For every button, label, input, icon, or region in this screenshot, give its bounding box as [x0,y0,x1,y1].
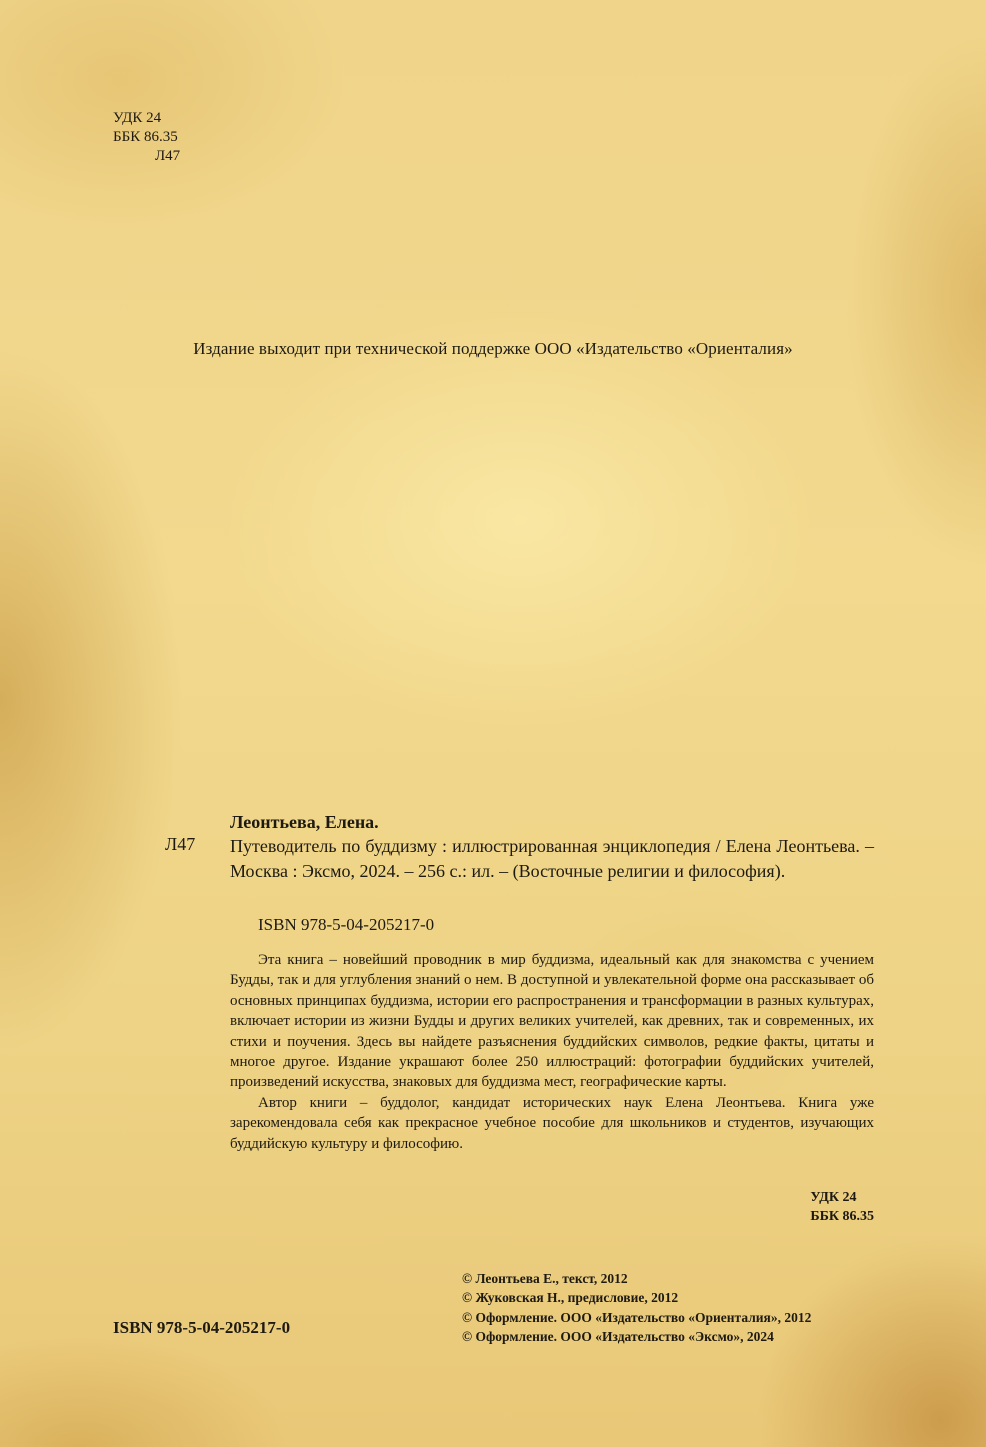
bibliographic-description: Путеводитель по буддизму : иллюстрированная энциклопедия / Елена Леонтьева. – Москва : Эксмо, 2024. – 256 с.: ил. – (Восточные религии и философия). [230,836,874,881]
copyright-line: © Оформление. ООО «Издательство «Эксмо», 2024 [462,1329,774,1345]
bibliographic-author-mark: Л47 [165,834,196,854]
annotation-paragraph: Эта книга – новейший проводник в мир буддизма, идеальный как для знакомства с учением Будды, так и для углубления знаний о нем. В доступной и увлекательной форме она рассказывает об основных принципах буддизма, истории его распространения и трансформации в разных культурах, включает истории из жизни Будды и других великих учителей, как древних, так и современных, их стихи и поучения. Здесь вы найдете разъяснения буддийских символов, редкие факты, цитаты и многое другое. Издание украшают более 250 иллюстраций: фотографии буддийских учителей, произведений искусства, знаковых для буддизма мест, географические карты. [230,952,874,1091]
copyright-line: © Леонтьева Е., текст, 2012 [462,1271,628,1286]
copyright-line: © Жуковская Н., предисловие, 2012 [462,1290,679,1306]
classification-codes-top [113,109,180,166]
bibliographic-author: Леонтьева, Елена. [230,812,379,832]
annotation-paragraph: Автор книги – буддолог, кандидат исторических наук Елена Леонтьева. Книга уже зарекомендовала себя как прекрасное учебное пособие для школьников и студентов, изучающих буддийскую культуру и философию. [230,1094,874,1152]
bbk-code: ББК 86.35 [113,129,178,145]
copyright-line: © Оформление. ООО «Издательство «Ориенталия», 2012 [462,1309,812,1325]
udk-code: УДК 24 [113,110,162,126]
bibliographic-isbn: ISBN 978-5-04-205217-0 [258,915,435,934]
author-mark: Л47 [155,148,181,164]
bbk-code: ББК 86.35 [810,1209,874,1224]
udk-code: УДК 24 [810,1190,857,1205]
copyright-block [462,1269,811,1347]
annotation [230,950,874,1154]
classification-codes-bottom [810,1188,874,1226]
isbn-bottom: ISBN 978-5-04-205217-0 [113,1318,291,1337]
support-note: Издание выходит при технической поддержке ООО «Издательство «Ориенталия» [193,339,793,358]
